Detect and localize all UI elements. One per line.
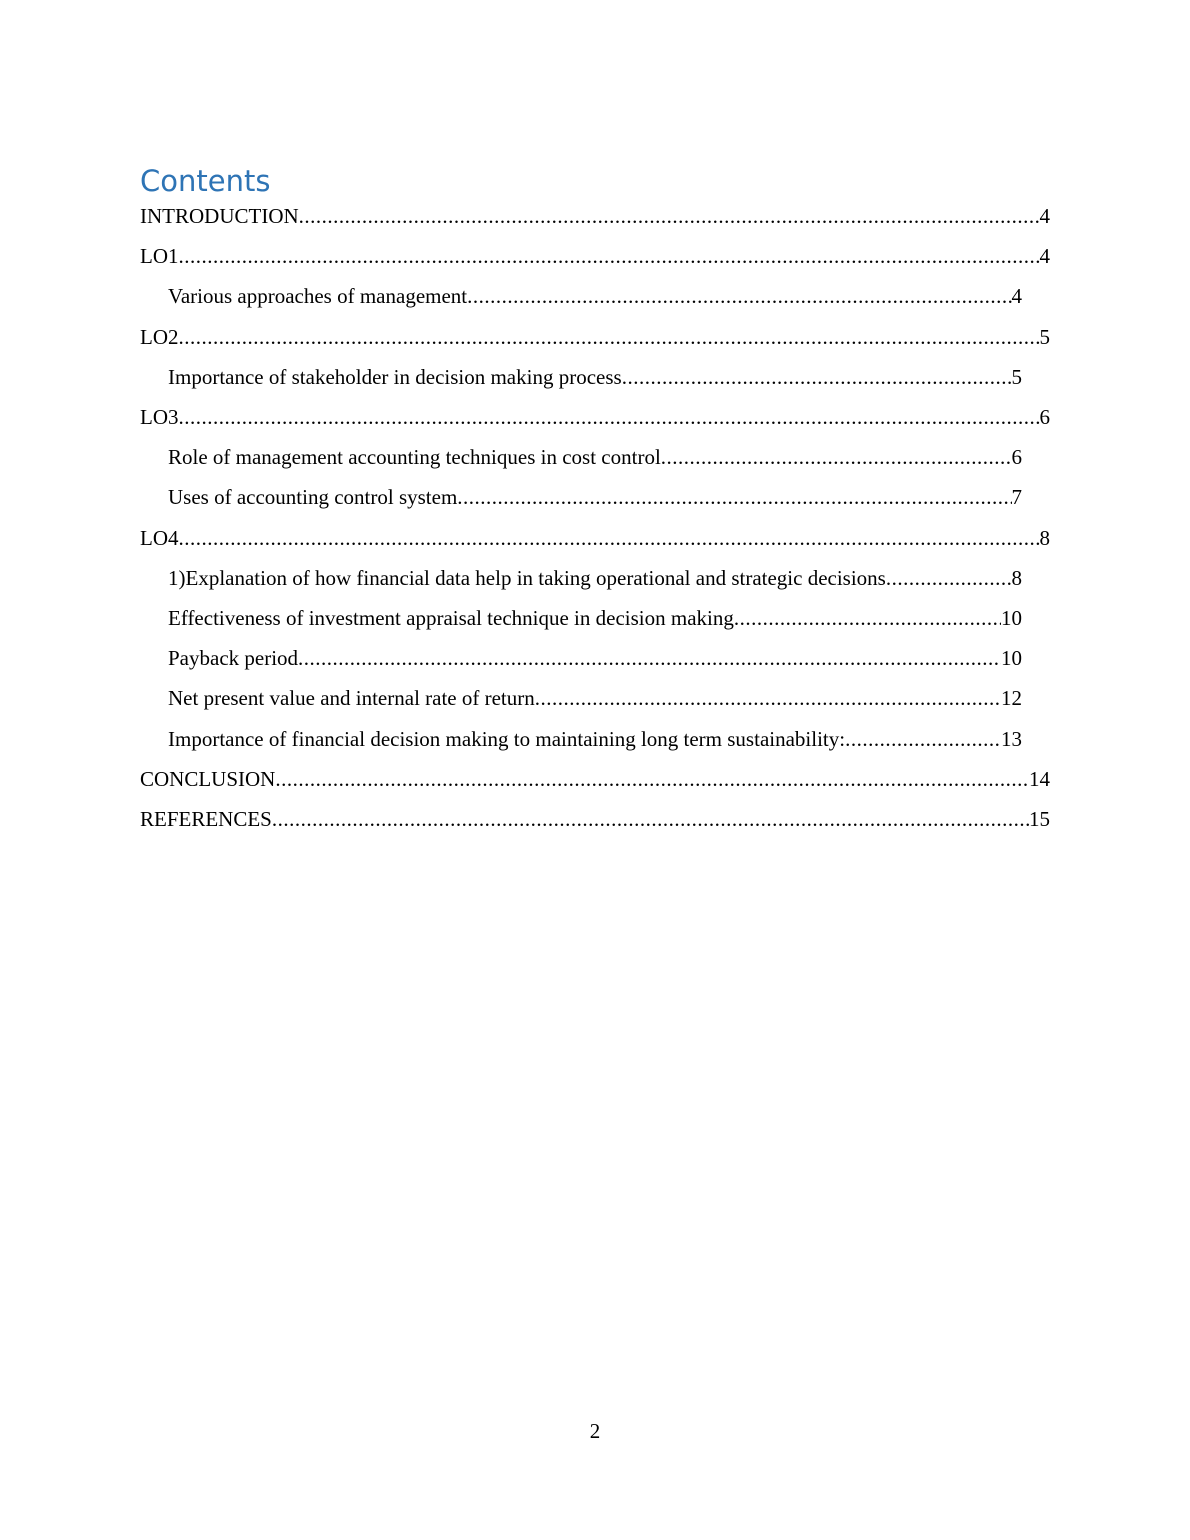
toc-dot-leader [845,719,1001,759]
toc-entry[interactable] [168,477,1022,517]
toc-dot-leader [299,196,1040,236]
toc-heading: Contents [140,164,271,198]
toc-entry-page: 4 [1039,244,1050,268]
toc-entry-title: Importance of financial decision making to maintaining long term sustainability: [168,727,846,751]
toc-entry-title: LO3 [140,405,179,429]
page-number: 2 [589,1419,601,1443]
toc-entry-title: LO4 [140,526,179,550]
toc-entry[interactable] [168,638,1022,678]
toc-dot-leader [179,317,1040,357]
toc-entry-page: 15 [1029,807,1050,831]
toc-entry[interactable] [140,236,1050,276]
toc-entry-title: Various approaches of management [168,284,468,308]
toc-entry-page: 5 [1011,365,1022,389]
toc-entry[interactable] [168,598,1022,638]
toc-entry-title: Effectiveness of investment appraisal technique in decision making [168,606,734,630]
toc-entry-title: Role of management accounting techniques in cost control [168,445,661,469]
toc-dot-leader [886,558,1012,598]
toc-dot-leader [467,276,1011,316]
toc-entry[interactable] [140,518,1050,558]
toc-entry[interactable] [140,759,1050,799]
toc-entry-title: REFERENCES [140,807,272,831]
toc-entry-page: 14 [1029,767,1050,791]
toc-entry-page: 6 [1011,445,1022,469]
toc-entry[interactable] [168,558,1022,598]
toc-dot-leader [272,799,1029,839]
toc-entry-page: 6 [1039,405,1050,429]
toc-dot-leader [457,477,1011,517]
toc-dot-leader [179,518,1040,558]
toc-entry[interactable] [168,437,1022,477]
toc-entry-page: 8 [1039,526,1050,550]
toc-entry-title: LO1 [140,244,179,268]
toc-entry[interactable] [140,397,1050,437]
toc-entry-title: Importance of stakeholder in decision making process [168,365,622,389]
toc-dot-leader [661,437,1012,477]
toc-entry-page: 10 [1001,646,1022,670]
toc-entry-page: 8 [1011,566,1022,590]
toc-entry-page: 12 [1001,686,1022,710]
toc-entry-page: 10 [1001,606,1022,630]
toc-dot-leader [179,397,1040,437]
toc-dot-leader [298,638,1001,678]
toc-entry-title: INTRODUCTION [140,204,299,228]
toc-entry-title: 1)Explanation of how financial data help in taking operational and strategic decisions [168,566,886,590]
toc-entry[interactable] [168,276,1022,316]
toc-entry-page: 7 [1011,485,1022,509]
toc-dot-leader [734,598,1001,638]
toc-entry[interactable] [140,317,1050,357]
toc-entry-title: Payback period [168,646,299,670]
toc-dot-leader [622,357,1012,397]
toc-dot-leader [275,759,1029,799]
toc-entry-title: Uses of accounting control system [168,485,458,509]
toc-entry[interactable] [168,719,1022,759]
toc-entry-page: 4 [1039,204,1050,228]
toc-dot-leader [535,678,1001,718]
toc-dot-leader [179,236,1040,276]
toc-entry[interactable] [140,196,1050,236]
toc-entry[interactable] [168,678,1022,718]
toc-entry[interactable] [168,357,1022,397]
toc-entry-title: LO2 [140,325,179,349]
toc-entry[interactable] [140,799,1050,839]
toc-entry-title: Net present value and internal rate of return [168,686,535,710]
toc-entry-page: 4 [1011,284,1022,308]
toc-entry-title: CONCLUSION [140,767,276,791]
toc-entry-page: 13 [1001,727,1022,751]
toc-entry-page: 5 [1039,325,1050,349]
